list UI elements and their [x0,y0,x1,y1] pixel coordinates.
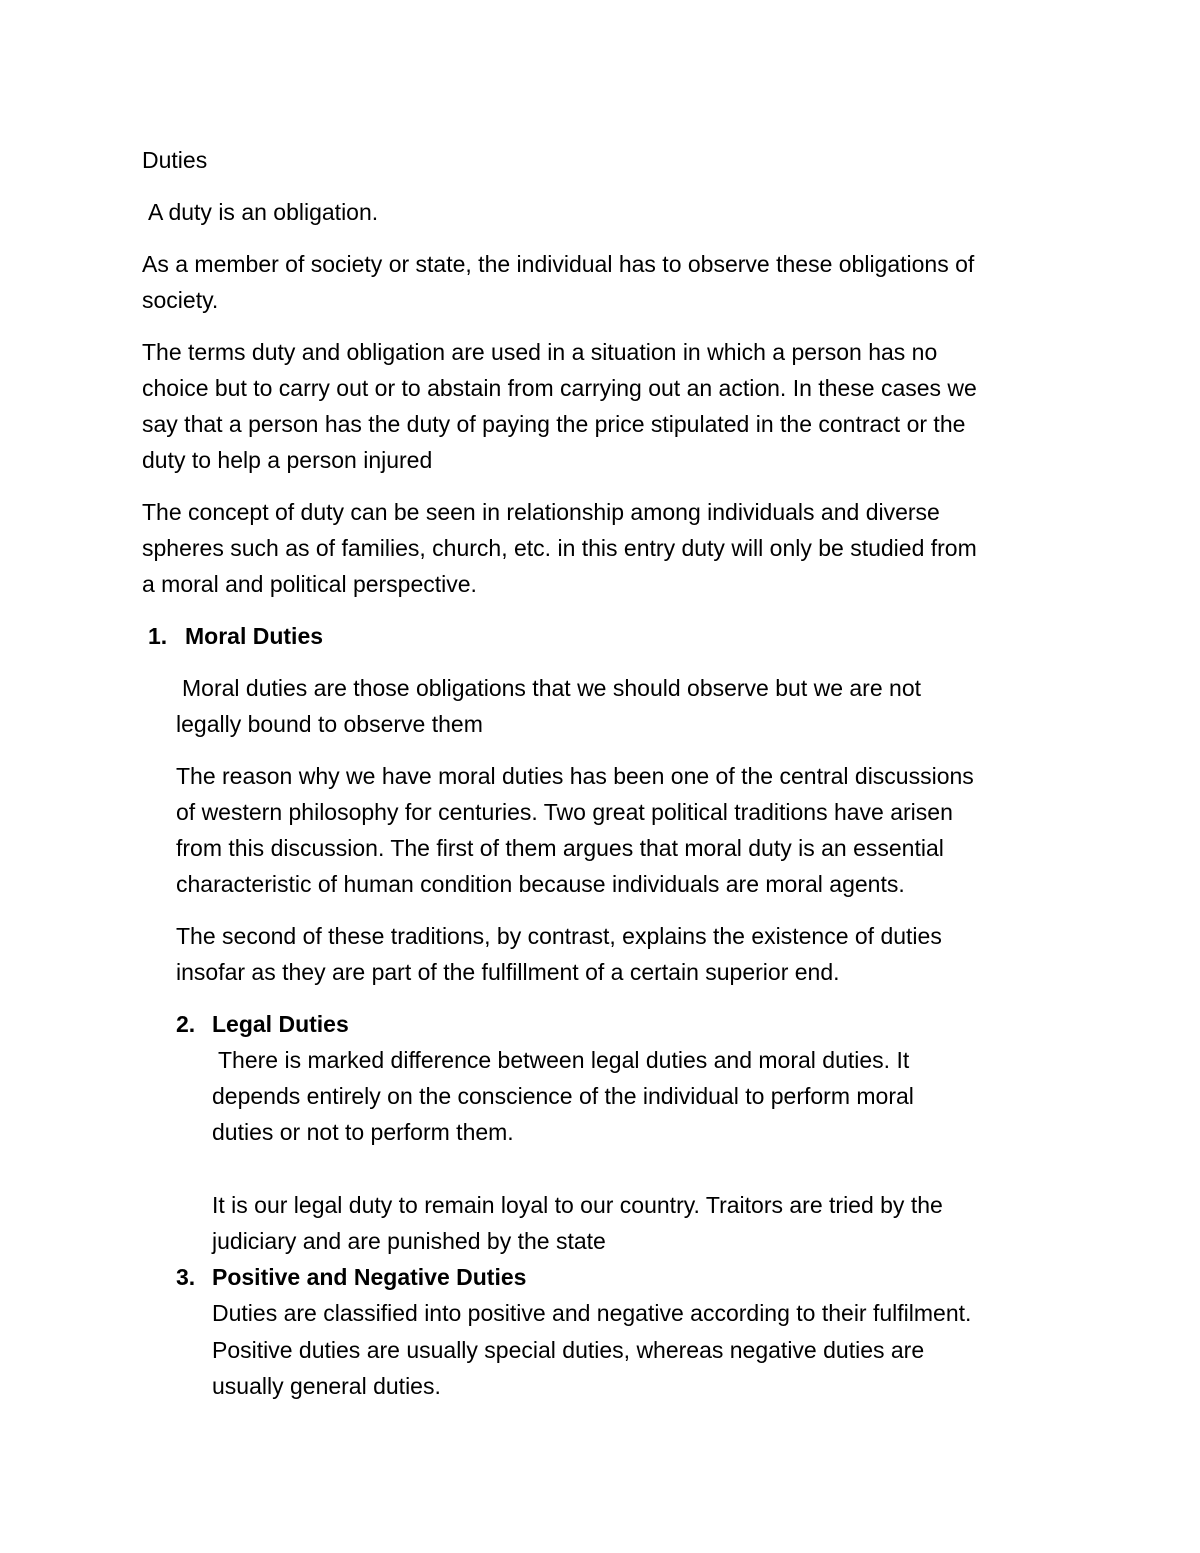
paragraph-line: legally bound to observe them [176,711,483,737]
paragraph-line: choice but to carry out or to abstain from carrying out an action. In these cases we [142,375,977,401]
section-number: 3. [176,1264,196,1290]
paragraph-line: duties or not to perform them. [212,1119,514,1145]
paragraph-line: The reason why we have moral duties has been one of the central discussions [176,763,974,789]
paragraph-line: As a member of society or state, the individual has to observe these obligations of [142,251,975,277]
section-number: 1. [148,623,168,649]
paragraph-line: Duties are classified into positive and negative according to their fulfilment. [212,1300,972,1326]
section-heading-legal-duties: Legal Duties [212,1011,349,1037]
document-title: Duties [142,147,208,173]
paragraph-line: The concept of duty can be seen in relationship among individuals and diverse [142,499,940,525]
paragraph-line: characteristic of human condition because individuals are moral agents. [176,871,905,897]
section-heading-positive-negative-duties: Positive and Negative Duties [212,1264,527,1290]
paragraph-line: It is our legal duty to remain loyal to our country. Traitors are tried by the [212,1192,943,1218]
section-heading-moral-duties: Moral Duties [185,623,324,649]
paragraph-line: duty to help a person injured [142,447,433,473]
paragraph-line: depends entirely on the conscience of the individual to perform moral [212,1083,914,1109]
paragraph-line: society. [142,287,219,313]
paragraph-line: usually general duties. [212,1373,441,1399]
paragraph-line: The second of these traditions, by contrast, explains the existence of duties [176,923,942,949]
paragraph-line: Moral duties are those obligations that we should observe but we are not [182,675,921,701]
paragraph-line: insofar as they are part of the fulfillment of a certain superior end. [176,959,840,985]
paragraph-line: judiciary and are punished by the state [212,1228,606,1254]
section-number: 2. [176,1011,196,1037]
paragraph-line: say that a person has the duty of paying the price stipulated in the contract or the [142,411,966,437]
paragraph-line: a moral and political perspective. [142,571,477,597]
paragraph-line: from this discussion. The first of them argues that moral duty is an essential [176,835,944,861]
paragraph-line: There is marked difference between legal duties and moral duties. It [218,1047,910,1073]
paragraph-line: of western philosophy for centuries. Two great political traditions have arisen [176,799,953,825]
paragraph-line: Positive duties are usually special duties, whereas negative duties are [212,1337,925,1363]
definition-text: A duty is an obligation. [148,199,379,225]
paragraph-line: The terms duty and obligation are used in a situation in which a person has no [142,339,938,365]
paragraph-line: spheres such as of families, church, etc. in this entry duty will only be studied from [142,535,977,561]
